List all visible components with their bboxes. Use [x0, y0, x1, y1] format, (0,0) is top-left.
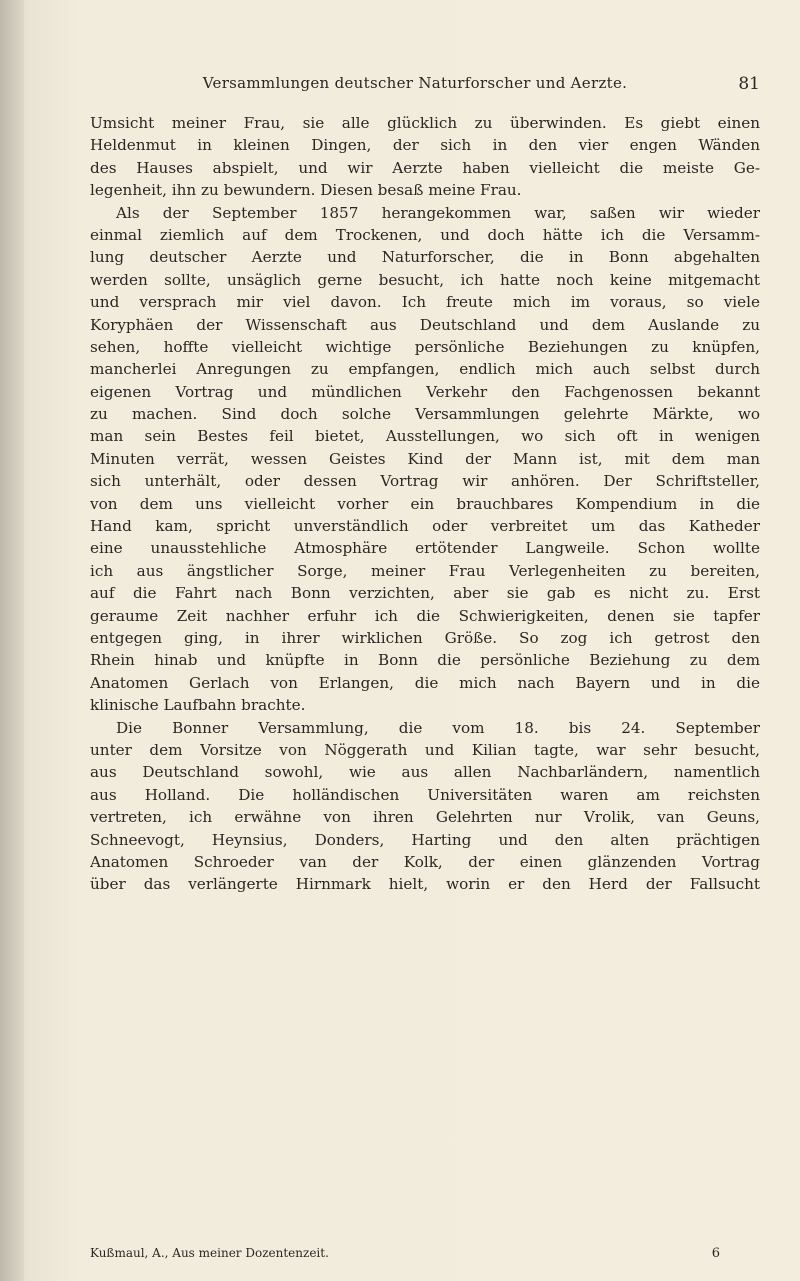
text-line: vertreten, ich erwähne von ihren Gelehrten nur Vrolik, van Geuns,: [90, 808, 760, 827]
running-head: Versammlungen deutscher Naturforscher und Aerzte.: [202, 74, 628, 92]
text-line: eigenen Vortrag und mündlichen Verkehr den Fachgenossen bekannt: [90, 382, 760, 401]
text-line: entgegen ging, in ihrer wirklichen Größe. So zog ich getrost den: [90, 628, 760, 647]
text-line: einmal ziemlich auf dem Trockenen, und doch hätte ich die Versamm-: [90, 225, 760, 244]
text-line: Heldenmut in kleinen Dingen, der sich in den vier engen Wänden: [90, 136, 760, 155]
text-line: unter dem Vorsitze von Nöggerath und Kilian tagte, war sehr besucht,: [90, 740, 760, 759]
text-line: eine unausstehliche Atmosphäre ertötender Langweile. Schon wollte: [90, 539, 760, 558]
text-line: Schneevogt, Heynsius, Donders, Harting und den alten prächtigen: [90, 830, 760, 849]
text-line: über das verlängerte Hirnmark hielt, worin er den Herd der Fallsucht: [90, 875, 760, 894]
text-line: legenheit, ihn zu bewundern. Diesen besaß meine Frau.: [90, 181, 522, 200]
paragraph: [90, 112, 760, 202]
body-text: [90, 112, 760, 896]
page-header: [70, 74, 760, 100]
text-line: sehen, hoffte vielleicht wichtige persönliche Beziehungen zu knüpfen,: [90, 337, 760, 356]
book-spine-shadow: [0, 0, 24, 1281]
text-line: Hand kam, spricht unverständlich oder verbreitet um das Katheder: [90, 517, 760, 536]
text-line: werden sollte, unsäglich gerne besucht, ich hatte noch keine mitgemacht: [90, 270, 760, 289]
text-line: und versprach mir viel davon. Ich freute mich im voraus, so viele: [90, 293, 760, 312]
text-line: Die Bonner Versammlung, die vom 18. bis 24. September: [116, 718, 760, 737]
text-line: man sein Bestes feil bietet, Ausstellungen, wo sich oft in wenigen: [90, 427, 760, 446]
text-line: Anatomen Gerlach von Erlangen, die mich nach Bayern und in die: [90, 673, 760, 692]
text-line: Minuten verrät, wessen Geistes Kind der Mann ist, mit dem man: [90, 449, 760, 468]
paragraph: [90, 202, 760, 717]
text-line: Umsicht meiner Frau, sie alle glücklich zu überwinden. Es giebt einen: [90, 114, 760, 132]
text-line: Anatomen Schroeder van der Kolk, der einen glänzenden Vortrag: [90, 852, 760, 871]
page-number: 81: [738, 74, 760, 94]
text-line: von dem uns vielleicht vorher ein brauchbares Kompendium in die: [90, 494, 760, 513]
text-line: Rhein hinab und knüpfte in Bonn die persönliche Beziehung zu dem: [90, 651, 760, 670]
text-line: aus Deutschland sowohl, wie aus allen Nachbarländern, namentlich: [90, 763, 760, 782]
text-line: sich unterhält, oder dessen Vortrag wir anhören. Der Schriftsteller,: [90, 472, 760, 491]
text-line: mancherlei Anregungen zu empfangen, endlich mich auch selbst durch: [90, 360, 760, 379]
text-line: zu machen. Sind doch solche Versammlungen gelehrte Märkte, wo: [90, 405, 760, 424]
text-line: klinische Laufbahn brachte.: [90, 696, 306, 715]
text-line: lung deutscher Aerzte und Naturforscher, die in Bonn abgehalten: [90, 248, 760, 267]
text-line: aus Holland. Die holländischen Universitäten waren am reichsten: [90, 785, 760, 804]
text-line: geraume Zeit nachher erfuhr ich die Schwierigkeiten, denen sie tapfer: [90, 606, 760, 625]
text-line: Als der September 1857 herangekommen war, saßen wir wieder: [116, 203, 760, 222]
text-line: des Hauses abspielt, und wir Aerzte haben vielleicht die meiste Ge-: [90, 158, 760, 177]
text-line: Koryphäen der Wissenschaft aus Deutschland und dem Auslande zu: [90, 315, 760, 334]
footer-signature: Kußmaul, A., Aus meiner Dozentenzeit.: [90, 1246, 329, 1260]
text-line: auf die Fahrt nach Bonn verzichten, aber sie gab es nicht zu. Erst: [90, 584, 760, 603]
signature-mark: 6: [711, 1246, 720, 1261]
text-line: ich aus ängstlicher Sorge, meiner Frau Verlegenheiten zu bereiten,: [90, 561, 760, 580]
paragraph: [90, 717, 760, 896]
page-footer: [90, 1246, 760, 1266]
